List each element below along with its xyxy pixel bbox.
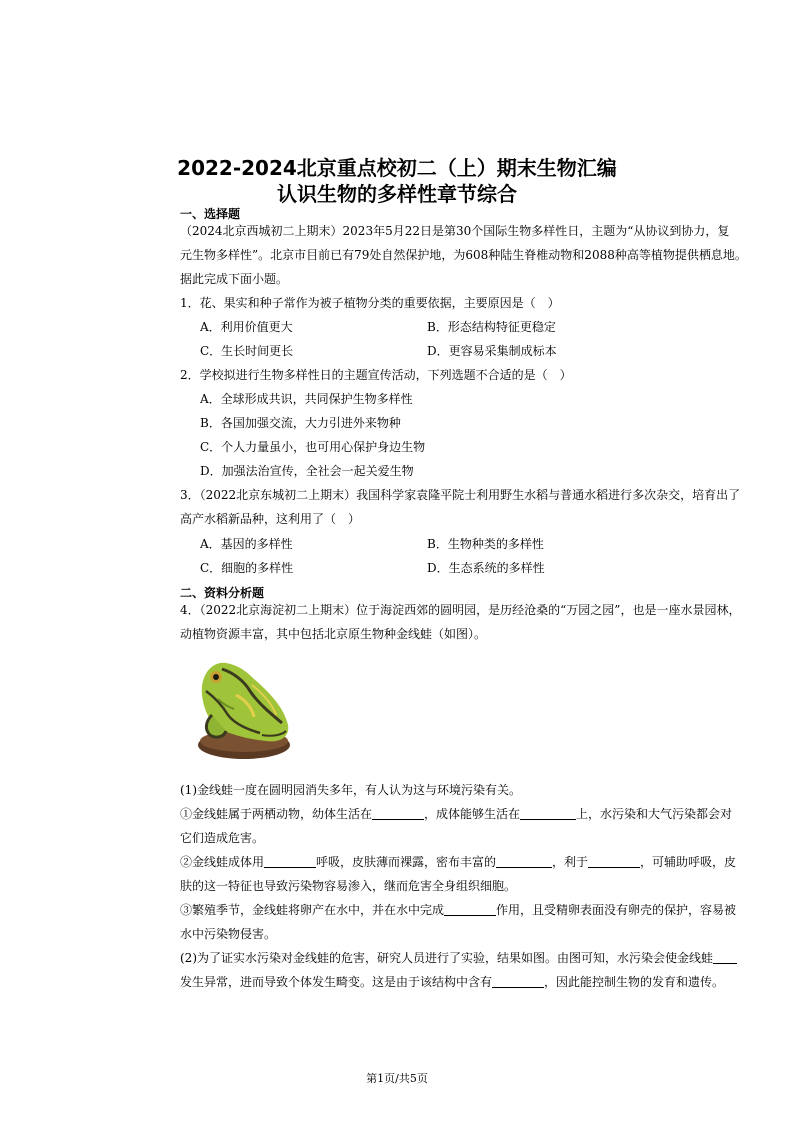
q1-option-d: D．更容易采集制成标本 (427, 344, 557, 358)
intro-line-2: 元生物多样性”。北京市目前已有79处自然保护地，为608种陆生脊椎动物和2088种高等植物提供栖息地。 (180, 248, 747, 262)
text-segment: ，可辅助呼吸，皮 (640, 855, 737, 869)
question-3-stem-1: 3．（2022北京东城初二上期末）我国科学家袁隆平院士利用野生水稻与普通水稻进行多次杂交，培育出了 (180, 488, 741, 502)
q3-option-a: A．基因的多样性 (200, 537, 293, 551)
answer-blank (264, 855, 316, 868)
page-subtitle: 认识生物的多样性章节综合 (277, 182, 517, 206)
text-segment: ①金线蛙属于两栖动物，幼体生活在 (180, 807, 373, 821)
text-segment: 呼吸，皮肤薄而裸露，密布丰富的 (316, 855, 497, 869)
section-heading-analysis: 二、资料分析题 (180, 586, 265, 600)
q4-p5-line2 (180, 973, 758, 990)
text-segment: 发生异常，进而导致个体发生畸变。这是由于该结构中含有 (180, 975, 493, 989)
answer-blank (444, 903, 496, 916)
q2-option-b: B．各国加强交流，大力引进外来物种 (200, 416, 401, 430)
answer-blank (520, 807, 576, 820)
q4-p3-line1 (180, 853, 758, 870)
golden-frog-image (192, 655, 294, 763)
section-heading-choice: 一、选择题 (180, 207, 241, 221)
answer-blank (713, 951, 737, 964)
text-segment: ②金线蛙成体用 (180, 855, 265, 869)
q3-option-c: C．细胞的多样性 (200, 561, 294, 575)
q2-option-d: D．加强法治宣传，全社会一起关爱生物 (200, 464, 414, 478)
q2-option-a: A．全球形成共识，共同保护生物多样性 (200, 392, 413, 406)
question-1-stem: 1．花、果实和种子常作为被子植物分类的重要依据，主要原因是（ ） (180, 296, 560, 310)
intro-line-3: 据此完成下面小题。 (180, 272, 289, 286)
q4-part1: (1)金线蛙一度在圆明园消失多年，有人认为这与环境污染有关。 (180, 783, 522, 797)
text-segment: 上，水污染和大气污染都会对 (576, 807, 733, 821)
q3-option-b: B．生物种类的多样性 (427, 537, 544, 551)
question-2-stem: 2．学校拟进行生物多样性日的主题宣传活动，下列选题不合适的是（ ） (180, 368, 572, 382)
text-segment: ，利于 (552, 855, 589, 869)
answer-blank (496, 855, 552, 868)
text-segment: ，成体能够生活在 (424, 807, 521, 821)
question-4-stem-1: 4．（2022北京海淀初二上期末）位于海淀西郊的圆明园，是历经沧桑的“万园之园”，也是一座水景园林， (180, 603, 741, 617)
q2-option-c: C．个人力量虽小，也可用心保护身边生物 (200, 440, 426, 454)
intro-line-1: （2024北京西城初二上期末）2023年5月22日是第30个国际生物多样性日，主题为“从协议到协力，复 (180, 224, 730, 238)
text-segment: 作用，且受精卵表面没有卵壳的保护，容易被 (496, 903, 737, 917)
q4-p3-line2: 肤的这一特征也导致污染物容易渗入，继而危害全身组织细胞。 (180, 879, 517, 893)
text-segment: (2)为了证实水污染对金线蛙的危害，研究人员进行了实验，结果如图。由图可知，水污染会使金线蛙 (180, 951, 714, 965)
page-number: 第1页/共5页 (366, 1072, 428, 1085)
q3-option-d: D．生态系统的多样性 (427, 561, 545, 575)
text-segment: ③繁殖季节，金线蛙将卵产在水中，并在水中完成 (180, 903, 445, 917)
q1-option-c: C．生长时间更长 (200, 344, 294, 358)
answer-blank (372, 807, 424, 820)
q4-p4-line2: 水中污染物侵害。 (180, 927, 277, 941)
answer-blank (492, 975, 544, 988)
q4-p2-line2: 它们造成危害。 (180, 831, 265, 845)
text-segment: ，因此能控制生物的发育和遗传。 (544, 975, 725, 989)
page-title: 2022-2024北京重点校初二（上）期末生物汇编 (177, 156, 617, 180)
question-4-stem-2: 动植物资源丰富，其中包括北京原生物种金线蛙（如图）。 (180, 627, 487, 641)
q4-p2-line1 (180, 805, 758, 822)
q4-p4-line1 (180, 901, 758, 918)
q1-option-a: A．利用价值更大 (200, 320, 293, 334)
answer-blank (588, 855, 640, 868)
q1-option-b: B．形态结构特征更稳定 (427, 320, 556, 334)
question-3-stem-2: 高产水稻新品种，这利用了（ ） (180, 512, 361, 526)
q4-p5-line1 (180, 949, 758, 966)
